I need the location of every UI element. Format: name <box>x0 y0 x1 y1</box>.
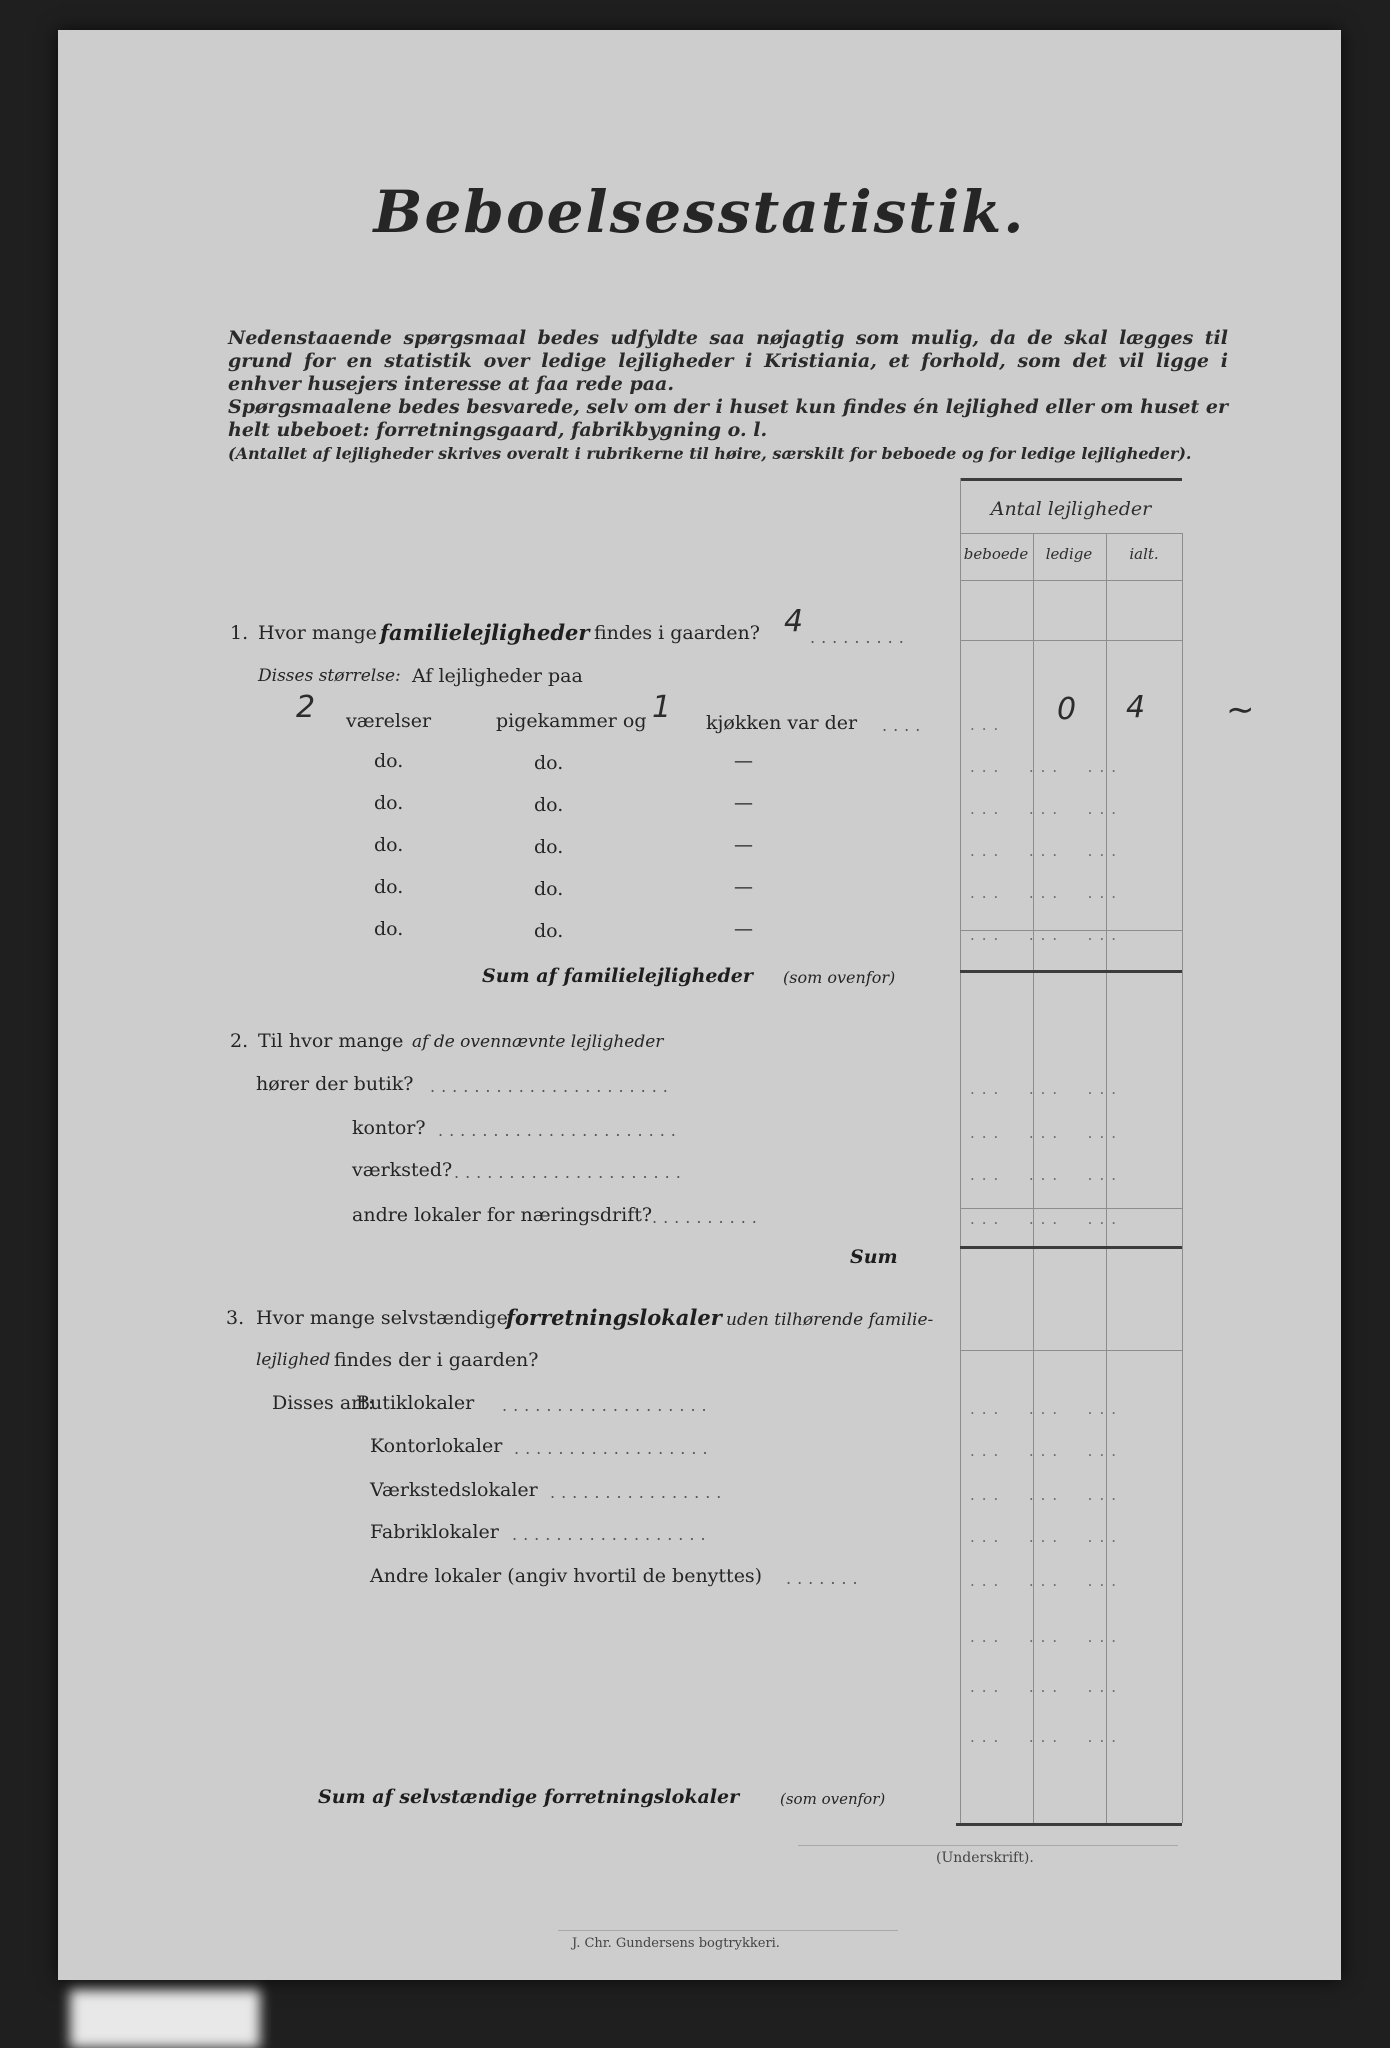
col-header-beboede: beboede <box>963 545 1029 563</box>
q2-line-kontor-dots: ...................... <box>438 1121 682 1140</box>
table-row-rule-sum2-top <box>960 1208 1182 1209</box>
q3-item-butik: Butiklokaler <box>356 1392 475 1414</box>
do-row-2-b: do. <box>534 794 564 816</box>
table-header-rule <box>960 533 1182 534</box>
q3-item-fabrik: Fabriklokaler <box>370 1521 499 1543</box>
q1-answer-handwritten: 4 <box>784 604 804 639</box>
q3-grid-dots-1: ... ... ... <box>970 1400 1123 1418</box>
printer-rule <box>558 1930 898 1931</box>
q1-text-a: Hvor mange <box>258 622 377 644</box>
do-row-3-a: do. <box>374 834 404 856</box>
q1-sizes-label: Disses størrelse: <box>258 666 401 686</box>
q3-grid-dots-3: ... ... ... <box>970 1486 1123 1504</box>
q1-row1-dots: .... <box>882 716 927 735</box>
do-row-1-dash: — <box>734 750 753 772</box>
intro-paragraph-1: Nedenstaaende spørgsmaal bedes udfyldte saa nøjagtig som mulig, da de skal lægges til grund for en statistik over ledige lejligheder i Kristiania, et forhold, som det vil ligge i enhver husejers interesse at faa rede paa. <box>228 327 1228 395</box>
q3-art-label: Disses art: <box>272 1392 375 1414</box>
q1-kitchen-handwritten: 1 <box>652 690 672 725</box>
q1-number: 1. <box>230 622 249 644</box>
q2-text-a: Til hvor mange <box>258 1030 404 1052</box>
do-row-3-dash: — <box>734 834 753 856</box>
q3-grid-dots-8: ... ... ... <box>970 1728 1123 1746</box>
margin-mark-handwritten: ∼ <box>1226 690 1255 730</box>
q2-number: 2. <box>230 1030 249 1052</box>
table-sum2-rule <box>960 1246 1182 1249</box>
q1-sum-label: Sum af familielejligheder <box>482 965 753 987</box>
q3-item-kontor: Kontorlokaler <box>370 1435 503 1457</box>
q3-item-andre: Andre lokaler (angiv hvortil de benyttes) <box>370 1565 763 1587</box>
do-row-3-b: do. <box>534 836 564 858</box>
scan-glare <box>70 1990 260 2048</box>
q1-rooms-handwritten: 2 <box>296 690 316 725</box>
do-row-2-dash: — <box>734 792 753 814</box>
form-page <box>58 30 1341 1980</box>
q3-item-vaerksted-dots: ................ <box>550 1483 728 1502</box>
q1-sizes-text: Af lejligheder paa <box>412 665 583 687</box>
q3-item-andre-dots: ....... <box>786 1569 864 1588</box>
q2-grid-dots-1: ... ... ... <box>970 1080 1123 1098</box>
do-row-2-a: do. <box>374 792 404 814</box>
q1-row1-beboede-dots: ... <box>970 716 1006 734</box>
q2-line-andre-dots: .......... <box>652 1208 763 1227</box>
col-header-ledige: ledige <box>1045 545 1093 563</box>
q3-grid-dots-7: ... ... ... <box>970 1678 1123 1696</box>
grid-dots-4: ... ... ... <box>970 884 1123 902</box>
table-row-rule-q1 <box>960 640 1182 641</box>
q1-kjokken: kjøkken var der <box>706 712 858 734</box>
q2-line-vaerksted: værksted? <box>352 1159 453 1181</box>
grid-dots-2: ... ... ... <box>970 800 1123 818</box>
page-title: Beboelsesstatistik. <box>373 178 1026 246</box>
table-sum1-rule <box>960 970 1182 973</box>
q2-text-b: af de ovennævnte lejligheder <box>412 1032 664 1052</box>
q3-item-fabrik-dots: .................. <box>512 1525 712 1544</box>
q3-grid-dots-2: ... ... ... <box>970 1442 1123 1460</box>
do-row-4-a: do. <box>374 876 404 898</box>
q2-grid-dots-3: ... ... ... <box>970 1166 1123 1184</box>
q1-text-b: familielejligheder <box>380 620 590 645</box>
q2-line-vaerksted-dots: ..................... <box>454 1163 687 1182</box>
signature-label: (Underskrift). <box>936 1850 1034 1866</box>
grid-dots-1: ... ... ... <box>970 758 1123 776</box>
q2-sum-label: Sum <box>850 1246 898 1268</box>
printer-credit: J. Chr. Gundersens bogtrykkeri. <box>572 1936 780 1951</box>
q3-text-d: lejlighed <box>256 1350 331 1370</box>
do-row-4-b: do. <box>534 878 564 900</box>
q3-item-kontor-dots: .................. <box>514 1439 714 1458</box>
q3-item-butik-dots: ................... <box>502 1396 713 1415</box>
table-group-header: Antal lejligheder <box>990 498 1152 520</box>
q3-grid-dots-5: ... ... ... <box>970 1572 1123 1590</box>
q3-item-vaerksted: Værkstedslokaler <box>370 1479 538 1501</box>
q3-grid-dots-4: ... ... ... <box>970 1528 1123 1546</box>
table-sum3-rule <box>956 1823 1182 1826</box>
do-row-5-a: do. <box>374 918 404 940</box>
do-row-5-b: do. <box>534 920 564 942</box>
q2-line-butik-dots: ...................... <box>430 1077 674 1096</box>
do-row-1-b: do. <box>534 752 564 774</box>
q3-text-c: uden tilhørende familie- <box>726 1310 934 1330</box>
grid-dots-3: ... ... ... <box>970 842 1123 860</box>
table-col-line-1 <box>960 478 961 1823</box>
q1-sum-note: (som ovenfor) <box>783 968 896 987</box>
q1-text-c: findes i gaarden? <box>594 622 760 644</box>
col-header-ialt: ialt. <box>1129 545 1159 563</box>
q3-text-a: Hvor mange selvstændige <box>256 1307 508 1329</box>
q1-leader-dots: ......... <box>810 628 910 647</box>
q3-sum-label: Sum af selvstændige forretningslokaler <box>318 1786 740 1808</box>
q3-number: 3. <box>226 1307 245 1329</box>
table-col-line-4 <box>1182 533 1183 1823</box>
q1-vaerelser: værelser <box>346 710 432 732</box>
signature-line <box>798 1845 1178 1846</box>
table-row-rule-q3 <box>960 1350 1182 1351</box>
q1-pigekammer: pigekammer og <box>496 710 647 732</box>
q3-sum-note: (som ovenfor) <box>780 1790 886 1808</box>
grid-dots-5: ... ... ... <box>970 926 1123 944</box>
do-row-5-dash: — <box>734 918 753 940</box>
q3-text-e: findes der i gaarden? <box>334 1349 539 1371</box>
intro-paragraph-2: Spørgsmaalene bedes besvarede, selv om der i huset kun findes én lejlighed eller om huset er helt ubeboet: forretningsgaard, fabrikbygning o. l. <box>228 396 1228 441</box>
intro-paragraph-3: (Antallet af lejligheder skrives overalt i rubrikerne til høire, særskilt for beboede og for ledige lejligheder). <box>228 444 1192 463</box>
q2-line-kontor: kontor? <box>352 1117 426 1139</box>
q2-grid-dots-2: ... ... ... <box>970 1124 1123 1142</box>
q3-text-b: forretningslokaler <box>506 1305 722 1330</box>
table-top-rule <box>960 478 1182 481</box>
q2-grid-dots-4: ... ... ... <box>970 1210 1123 1228</box>
do-row-1-a: do. <box>374 750 404 772</box>
q2-line-butik: hører der butik? <box>256 1073 414 1095</box>
q2-line-andre: andre lokaler for næringsdrift? <box>352 1204 653 1226</box>
do-row-4-dash: — <box>734 876 753 898</box>
q1-row1-ledige-handwritten: 0 <box>1057 692 1077 727</box>
q1-row1-ialt-handwritten: 4 <box>1126 690 1146 725</box>
q3-grid-dots-6: ... ... ... <box>970 1628 1123 1646</box>
table-subheader-rule <box>960 580 1182 581</box>
